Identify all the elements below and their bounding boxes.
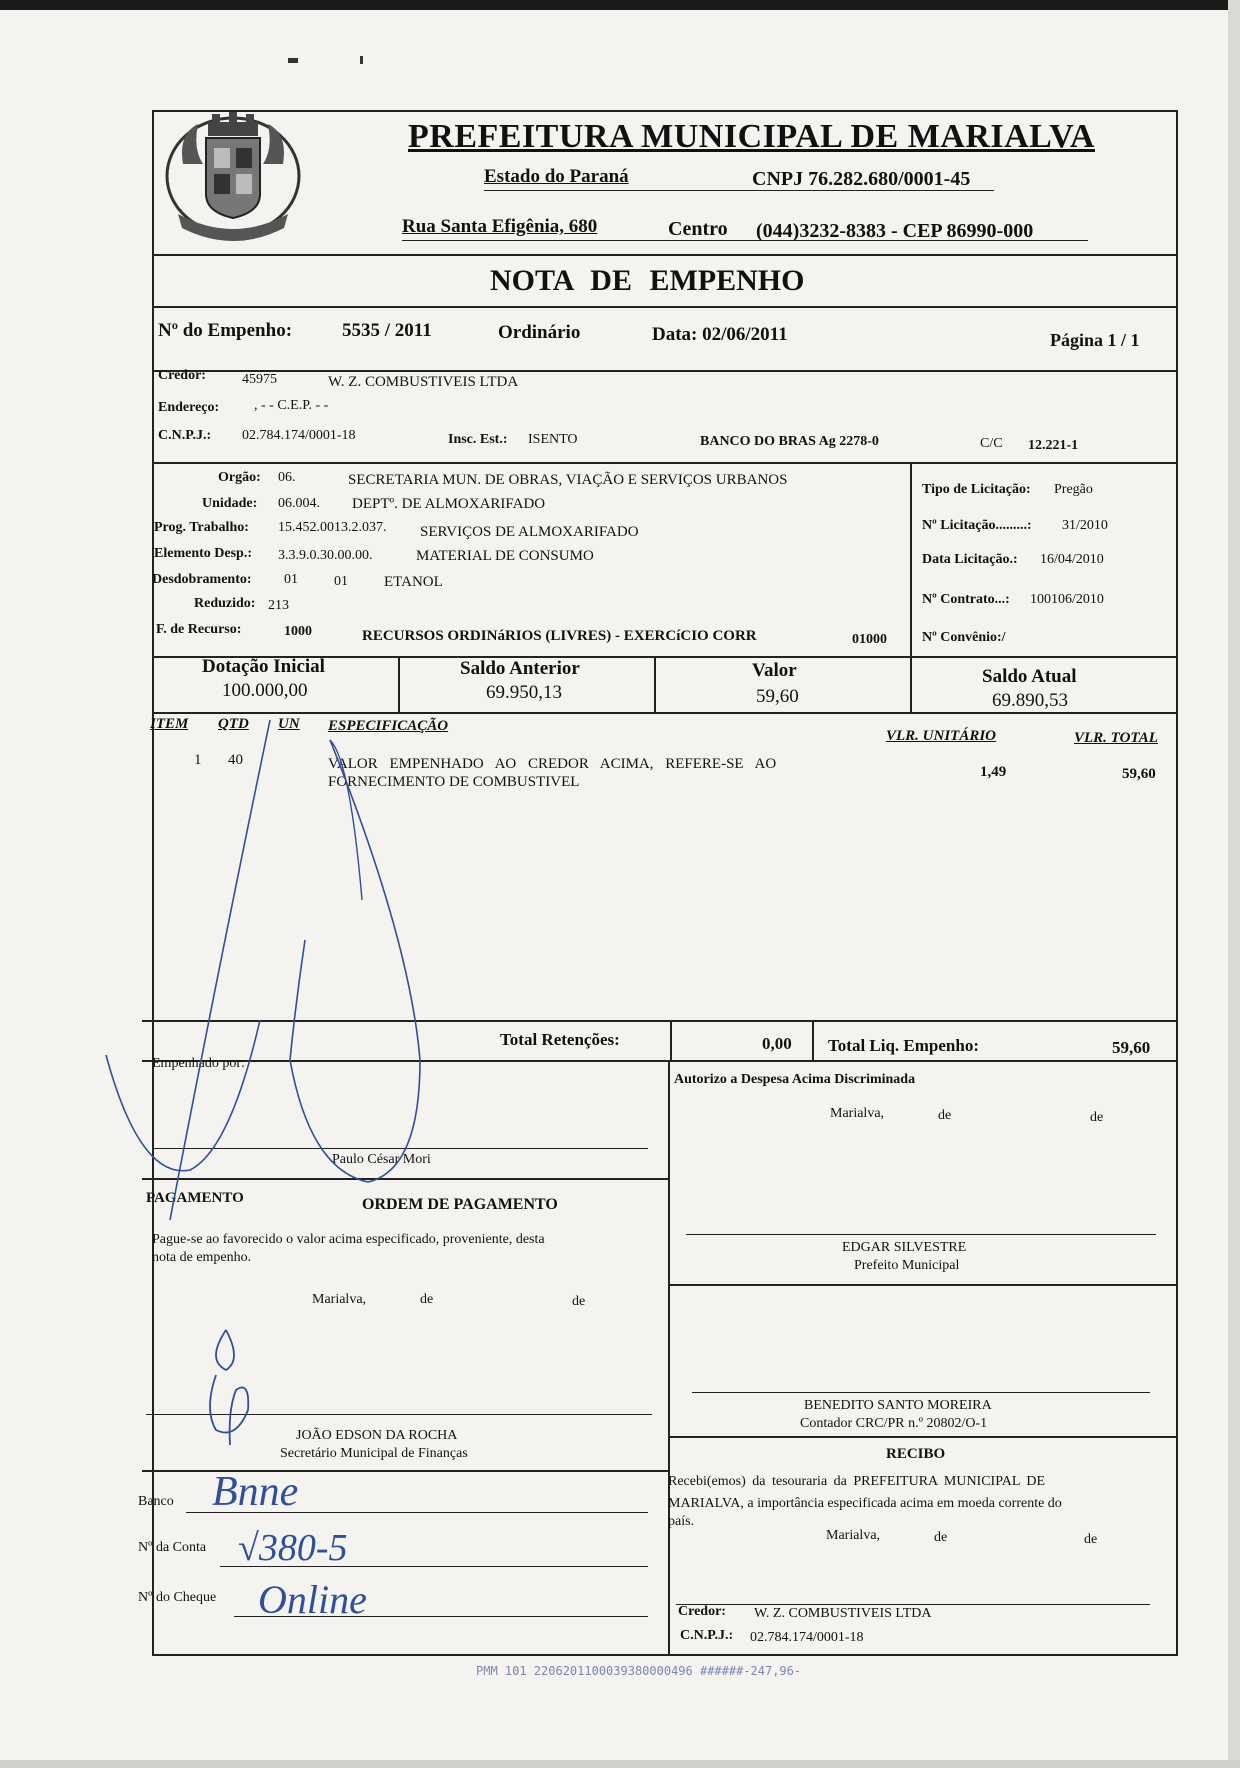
scan-bottom-edge (0, 1760, 1240, 1768)
valor-value: 59,60 (756, 686, 799, 707)
unidade-desc: DEPTº. DE ALMOXARIFADO (352, 496, 546, 512)
address-label: Endereço: (158, 400, 220, 415)
prog-value: 15.452.0013.2.037. (278, 520, 387, 535)
total-retencoes-label: Total Retenções: (500, 1030, 620, 1049)
insc-label: Insc. Est.: (448, 432, 508, 447)
row-vlr-unitario: 1,49 (980, 764, 1007, 780)
signature-line (676, 1604, 1150, 1605)
scan-speck (360, 56, 363, 64)
convenio-label: Nº Convênio:/ (922, 630, 1006, 645)
credor-code: 45975 (242, 372, 277, 387)
unidade-label: Unidade: (202, 496, 258, 511)
recibo-text-2: MARIALVA, a importância especificada acima em moeda corrente do (668, 1496, 1062, 1511)
credor-label: Credor: (158, 368, 206, 383)
rule (152, 462, 1178, 464)
empenhado-label: Empenhado por: (152, 1056, 245, 1071)
col-vlr-total: VLR. TOTAL (1074, 730, 1158, 746)
contrato-label: Nº Contrato...: (922, 592, 1010, 607)
rule (668, 1060, 670, 1656)
col-vlr-unitario: VLR. UNITÁRIO (886, 728, 997, 744)
recibo-text-3: país. (668, 1514, 695, 1529)
rule (152, 306, 1178, 308)
elemento-desc: MATERIAL DE CONSUMO (416, 548, 594, 564)
col-item: ITEM (150, 716, 189, 732)
row-especificacao-line1: VALOR EMPENHADO AO CREDOR ACIMA, REFERE-SE AO (328, 756, 777, 772)
conta-label: Nº da Conta (138, 1540, 207, 1555)
recibo-cnpj-value: 02.784.174/0001-18 (750, 1630, 864, 1645)
pagamento-city: Marialva, (312, 1292, 367, 1307)
orgao-value: 06. (278, 470, 296, 485)
ordem-pagamento-label: ORDEM DE PAGAMENTO (362, 1196, 558, 1213)
row-vlr-total: 59,60 (1122, 766, 1156, 782)
signature-line (686, 1234, 1156, 1235)
prefecture-cnpj: CNPJ 76.282.680/0001-45 (752, 168, 971, 190)
pagamento-text-1: Pague-se ao favorecido o valor acima especificado, proveniente, desta (152, 1232, 545, 1247)
pen-signature-strokes (100, 700, 460, 1220)
saldo-anterior-value: 69.950,13 (486, 682, 562, 703)
elemento-label: Elemento Desp.: (154, 546, 252, 561)
credor-cnpj-label: C.N.P.J.: (158, 428, 212, 443)
pagamento-text-2: nota de empenho. (152, 1250, 252, 1265)
total-liq-label: Total Liq. Empenho: (828, 1036, 979, 1055)
cc-label: C/C (980, 436, 1003, 451)
recibo-credor-value: W. Z. COMBUSTIVEIS LTDA (754, 1606, 932, 1621)
autorizo-de-2: de (1090, 1110, 1104, 1125)
licitacao-date-label: Data Licitação.: (922, 552, 1018, 567)
total-retencoes-value: 0,00 (762, 1034, 792, 1053)
prefeito-name: EDGAR SILVESTRE (842, 1240, 967, 1255)
recibo-de-1: de (934, 1530, 948, 1545)
pagamento-label: PAGAMENTO (146, 1190, 244, 1206)
cc-value: 12.221-1 (1028, 438, 1079, 453)
recibo-city: Marialva, (826, 1528, 881, 1543)
cheque-label: Nº do Cheque (138, 1590, 217, 1605)
credor-name: W. Z. COMBUSTIVEIS LTDA (328, 374, 519, 390)
banco-label: Banco (138, 1494, 174, 1509)
row-item: 1 (194, 752, 202, 768)
footer-authentication-code: PMM 101 2206201100039380000496 ######-247,96- (476, 1664, 802, 1678)
recibo-de-2: de (1084, 1532, 1098, 1547)
address-value: , - - C.E.P. - - (254, 398, 329, 413)
recibo-label: RECIBO (886, 1446, 946, 1462)
rule (152, 370, 1178, 372)
dotacao-value: 100.000,00 (222, 680, 308, 701)
secretario-role: Secretário Municipal de Finanças (280, 1446, 468, 1461)
contrato-value: 100106/2010 (1030, 592, 1104, 607)
col-qtd: QTD (218, 716, 249, 732)
fonte-desc: RECURSOS ORDINáRIOS (LIVRES) - EXERCíCIO CORR (362, 628, 757, 644)
rule (812, 1020, 814, 1060)
state-name: Estado do Paraná (484, 166, 629, 187)
autorizo-de-1: de (938, 1108, 952, 1123)
scan-right-edge (1228, 0, 1240, 1768)
prefecture-title: PREFEITURA MUNICIPAL DE MARIALVA (408, 118, 1095, 155)
rule (668, 1436, 1178, 1438)
tipo-licitacao-value: Pregão (1054, 482, 1093, 497)
elemento-value: 3.3.9.0.30.00.00. (278, 548, 373, 563)
empenhado-name: Paulo César Mori (332, 1152, 431, 1167)
signature-line (692, 1392, 1150, 1393)
rule (152, 254, 1178, 256)
unidade-value: 06.004. (278, 496, 320, 511)
scan-top-edge (0, 0, 1240, 10)
licitacao-number-value: 31/2010 (1062, 518, 1108, 533)
pen-initials (196, 1320, 276, 1450)
page-number: Página 1 / 1 (1050, 330, 1140, 350)
pagamento-de-1: de (420, 1292, 434, 1307)
empenho-type: Ordinário (498, 322, 581, 343)
rule (910, 462, 912, 658)
empenho-date: Data: 02/06/2011 (652, 324, 788, 345)
pagamento-de-2: de (572, 1294, 586, 1309)
prefecture-neighborhood: Centro (668, 218, 728, 240)
valor-label: Valor (752, 660, 797, 681)
col-un: UN (278, 716, 300, 732)
dotacao-label: Dotação Inicial (202, 656, 325, 677)
rule (910, 656, 912, 712)
licitacao-date-value: 16/04/2010 (1040, 552, 1104, 567)
fonte-code: 01000 (852, 632, 887, 647)
prefecture-address: Rua Santa Efigênia, 680 (402, 216, 598, 237)
prefeito-role: Prefeito Municipal (854, 1258, 960, 1273)
prefecture-phone-cep: (044)3232-8383 - CEP 86990-000 (756, 220, 1034, 242)
row-especificacao-line2: FORNECIMENTO DE COMBUSTIVEL (328, 774, 580, 790)
banco-handwritten: Bnne (212, 1469, 299, 1515)
col-especificacao: ESPECIFICAÇÃO (328, 718, 449, 734)
autorizo-label: Autorizo a Despesa Acima Discriminada (674, 1072, 916, 1087)
rule (668, 1284, 1178, 1286)
coat-of-arms-logo (158, 104, 308, 252)
rule (654, 656, 656, 712)
document-title: NOTA DE EMPENHO (490, 264, 805, 297)
scan-speck (288, 58, 298, 63)
cheque-handwritten: Online (258, 1577, 367, 1622)
reduzido-label: Reduzido: (194, 596, 256, 611)
desdobramento-value-1: 01 (284, 572, 298, 587)
contador-name: BENEDITO SANTO MOREIRA (804, 1398, 992, 1413)
empenho-number-label: Nº do Empenho: (158, 320, 293, 341)
prog-label: Prog. Trabalho: (154, 520, 249, 535)
address-underline (402, 240, 1088, 241)
desdobramento-desc: ETANOL (384, 574, 443, 590)
recibo-text-1: Recebi(emos) da tesouraria da PREFEITURA MUNICIPAL DE (668, 1474, 1046, 1489)
total-liq-value: 59,60 (1112, 1038, 1151, 1057)
conta-handwritten: √380-5 (238, 1527, 348, 1569)
orgao-label: Orgão: (218, 470, 261, 485)
fonte-label: F. de Recurso: (156, 622, 242, 637)
licitacao-number-label: Nº Licitação.........: (922, 518, 1032, 533)
bank-info: BANCO DO BRAS Ag 2278-0 (700, 434, 879, 449)
tipo-licitacao-label: Tipo de Licitação: (922, 482, 1031, 497)
prog-desc: SERVIÇOS DE ALMOXARIFADO (420, 524, 639, 540)
secretario-name: JOÃO EDSON DA ROCHA (296, 1428, 458, 1443)
saldo-anterior-label: Saldo Anterior (460, 658, 580, 679)
desdobramento-label: Desdobramento: (152, 572, 252, 587)
row-qtd: 40 (228, 752, 243, 768)
saldo-atual-value: 69.890,53 (992, 690, 1068, 711)
orgao-desc: SECRETARIA MUN. DE OBRAS, VIAÇÃO E SERVIÇOS URBANOS (348, 472, 788, 488)
recibo-credor-label: Credor: (678, 1604, 726, 1619)
desdobramento-value-2: 01 (334, 574, 348, 589)
contador-role: Contador CRC/PR n.º 20802/O-1 (800, 1416, 988, 1431)
insc-value: ISENTO (528, 432, 578, 447)
saldo-atual-label: Saldo Atual (982, 666, 1077, 687)
fonte-value: 1000 (284, 624, 312, 639)
rule (670, 1020, 672, 1060)
credor-cnpj-value: 02.784.174/0001-18 (242, 428, 356, 443)
autorizo-city: Marialva, (830, 1106, 885, 1121)
recibo-cnpj-label: C.N.P.J.: (680, 1628, 734, 1643)
reduzido-value: 213 (268, 598, 289, 613)
empenho-number-value: 5535 / 2011 (342, 320, 432, 341)
